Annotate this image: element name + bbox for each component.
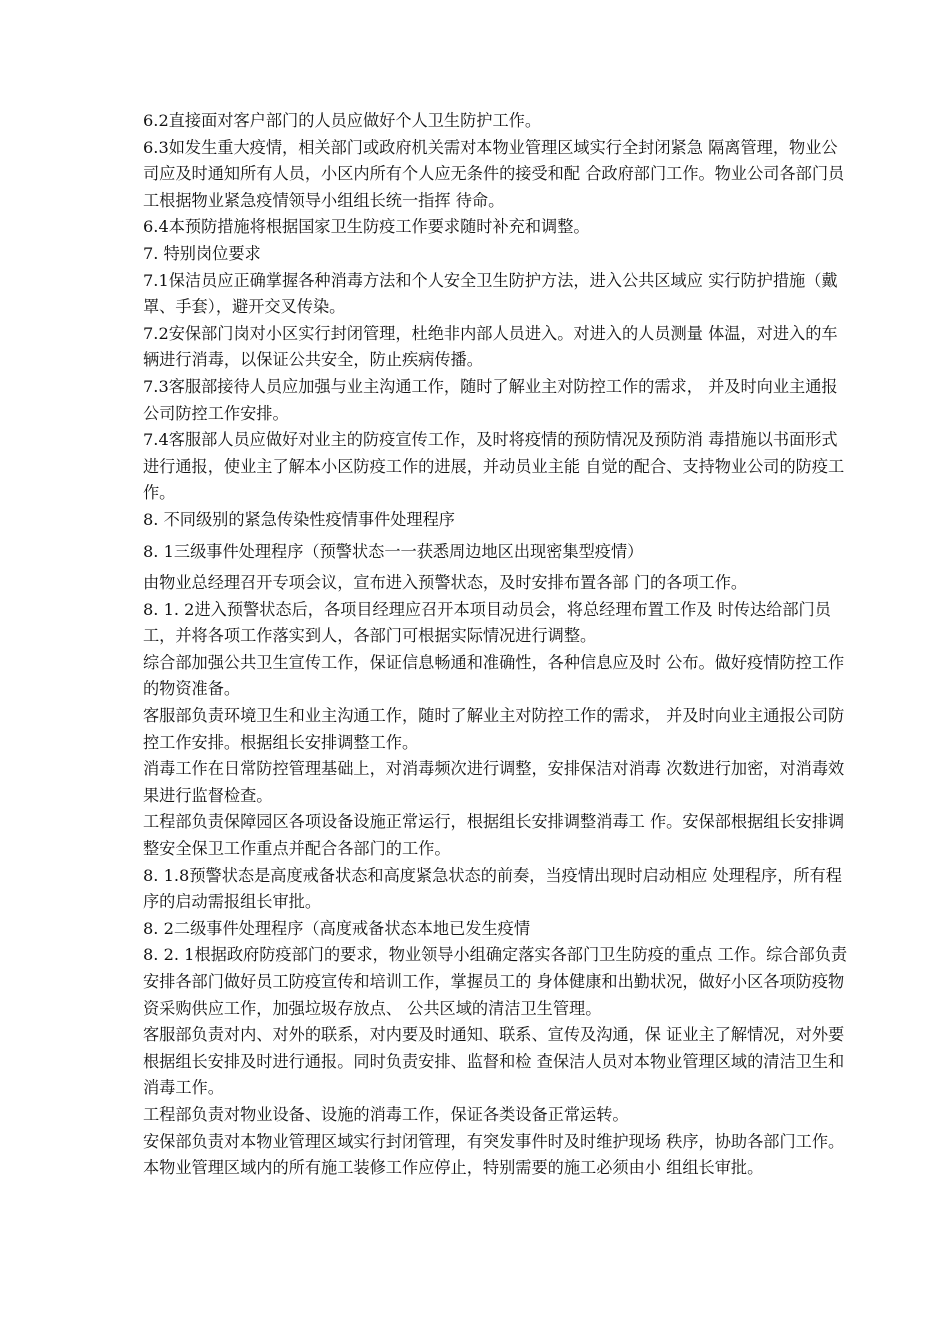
paragraph-6-2: 6.2直接面对客户部门的人员应做好个人卫生防护工作。	[143, 111, 542, 130]
section-heading-8: 8. 不同级别的紧急传染性疫情事件处理程序	[143, 509, 455, 529]
paragraph-8-2-1: 8. 2. 1根据政府防疫部门的要求，物业领导小组确定落实各部门卫生防疫的重点 工作。综合部负责安排各部门做好员工防疫宣传和培训工作，掌握员工的 身体健康和出勤状况，做好小区各项防疫物资采购供应工作，加强垃圾存放点、 公共区域的清洁卫生管理。	[143, 945, 848, 1018]
section-heading-7: 7. 特别岗位要求	[143, 243, 261, 263]
paragraph-7-4: 7.4客服部人员应做好对业主的防疫宣传工作，及时将疫情的预防情况及预防消 毒措施以书面形式进行通报，使业主了解本小区防疫工作的进展，并动员业主能 自觉的配合、支持物业公司的防疫工作。	[143, 430, 845, 503]
paragraph-8-1-6: 工程部负责保障园区各项设备设施正常运行，根据组长安排调整消毒工 作。安保部根据组长安排调整安全保卫工作重点并配合各部门的工作。	[143, 812, 845, 859]
paragraph-8-1-2: 8. 1. 2进入预警状态后，各项目经理应召开本项目动员会，将总经理布置工作及 时传达给部门员工，并将各项工作落实到人，各部门可根据实际情况进行调整。	[143, 599, 831, 646]
paragraph-7-1: 7.1保洁员应正确掌握各种消毒方法和个人安全卫生防护方法，进入公共区域应 实行防护措施（戴罩、手套），避开交叉传染。	[143, 270, 838, 317]
paragraph-7-3: 7.3客服部接待人员应加强与业主沟通工作，随时了解业主对防控工作的需求， 并及时向业主通报公司防控工作安排。	[143, 376, 838, 423]
paragraph-8-2-5: 本物业管理区域内的所有施工装修工作应停止，特别需要的施工必须由小 组组长审批。	[143, 1158, 764, 1178]
subsection-heading-8-1: 8. 1三级事件处理程序（预警状态一一获悉周边地区出现密集型疫情）	[143, 541, 644, 561]
paragraph-8-2-4: 安保部负责对本物业管理区域实行封闭管理，有突发事件时及时维护现场 秩序，协助各部门工作。	[143, 1131, 845, 1151]
paragraph-7-2: 7.2安保部门岗对小区实行封闭管理，杜绝非内部人员进入。对进入的人员测量 体温，对进入的车辆进行消毒，以保证公共安全，防止疾病传播。	[143, 323, 838, 370]
paragraph-8-1-4: 客服部负责环境卫生和业主沟通工作，随时了解业主对防控工作的需求， 并及时向业主通报公司防控工作安排。根据组长安排调整工作。	[143, 706, 845, 752]
paragraph-6-4: 6.4本预防措施将根据国家卫生防疫工作要求随时补充和调整。	[143, 217, 590, 237]
subsection-heading-8-2: 8. 2二级事件处理程序（高度戒备状态本地已发生疫情	[143, 918, 531, 938]
paragraph-8-1-8: 8. 1.8预警状态是高度戒备状态和高度紧急状态的前奏，当疫情出现时启动相应 处理程序，所有程序的启动需报组长审批。	[143, 865, 842, 912]
paragraph-8-1-3: 综合部加强公共卫生宣传工作，保证信息畅通和准确性，各种信息应及时 公布。做好疫情防控工作的物资准备。	[143, 652, 845, 699]
paragraph-8-2-2: 客服部负责对内、对外的联系，对内要及时通知、联系、宣传及沟通，保 证业主了解情况，对外要根据组长安排及时进行通报。同时负责安排、监督和检 查保洁人员对本物业管理区域的清洁卫生和消毒工作。	[143, 1025, 845, 1098]
paragraph-8-1-5: 消毒工作在日常防控管理基础上，对消毒频次进行调整，安排保洁对消毒 次数进行加密，对消毒效果进行监督检查。	[143, 759, 845, 805]
paragraph-8-1-1: 由物业总经理召开专项会议，宣布进入预警状态，及时安排布置各部 门的各项工作。	[143, 573, 748, 593]
paragraph-6-3: 6.3如发生重大疫情，相关部门或政府机关需对本物业管理区域实行全封闭紧急 隔离管理，物业公司应及时通知所有人员，小区内所有个人应无条件的接受和配 合政府部门工作。物业公司各部门员工根据物业紧急疫情领导小组组长统一指挥 待命。	[143, 137, 845, 210]
document-body	[143, 108, 853, 1182]
paragraph-8-2-3: 工程部负责对物业设备、设施的消毒工作，保证各类设备正常运转。	[143, 1104, 629, 1124]
